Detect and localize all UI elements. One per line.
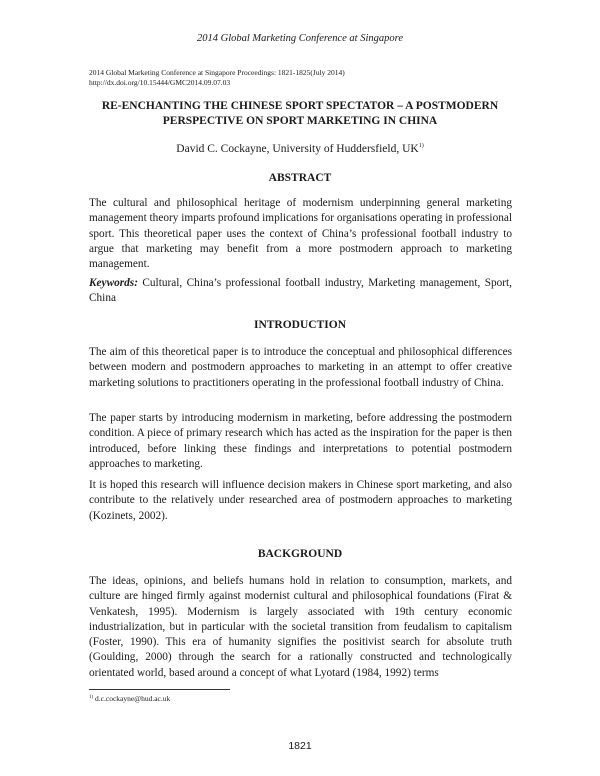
page-number: 1821 [288,740,312,752]
footnote-email[interactable]: d.c.cockayne@hud.ac.uk [95,694,171,703]
footnote-marker: 1) [418,143,424,149]
title-line: RE-ENCHANTING THE CHINESE SPORT SPECTATOR – A POSTMODERN [101,100,499,112]
abstract-text: The cultural and philosophical heritage of modernism underpinning general marketing management theory imparts profound implications for organisations operating in professional sport. This theoretical paper uses the context of China’s professional football industry to argue that marketing may benefit from a more postmodern approach to marketing management. [89,197,513,271]
doi-link[interactable]: http://dx.doi.org/10.15444/GMC2014.09.07.03 [89,78,231,87]
title-line: PERSPECTIVE ON SPORT MARKETING IN CHINA [162,115,438,127]
footnote [89,694,170,703]
background-paragraph: The ideas, opinions, and beliefs humans hold in relation to consumption, markets, and culture are hinged firmly against modernist cultural and philosophical foundations (Firat & Venkatesh, 1995). Modernism is largely associated with 19th century economic industrialization, but in particular with the societal transition from feudalism to capitalism (Foster, 1990). This era of humanity signifies the positivist search for absolute truth (Goulding, 2000) through the search for a rationally constructed and technologically orientated world, based around a concept of what Lyotard (1984, 1992) terms [89,575,512,679]
paper-title [80,99,520,129]
author-line [0,143,600,155]
keywords-label: Keywords: [89,277,138,289]
abstract-heading: ABSTRACT [268,172,332,184]
running-head: 2014 Global Marketing Conference at Singapore [197,33,403,44]
proceedings-citation: 2014 Global Marketing Conference at Singapore Proceedings: 1821-1825(July 2014) [89,68,345,77]
footnote-divider [89,689,230,690]
proceedings-info [89,68,345,88]
footnote-marker: 1) [89,695,94,700]
author-name: David C. Cockayne, University of Huddersfield, UK [176,143,419,155]
keywords-text: Cultural, China’s professional football industry, Marketing management, Sport, China [89,277,513,305]
introduction-paragraph: The aim of this theoretical paper is to introduce the conceptual and philosophical differences between modern and postmodern approaches to marketing in an attempt to offer creative marketing solutions to practitioners operating in the professional football industry of China. [89,346,512,389]
introduction-paragraph: The paper starts by introducing modernism in marketing, before addressing the postmodern condition. A piece of primary research which has acted as the inspiration for the paper is then introduced, before linking these findings and interpretations to potential postmodern approaches to marketing. [89,412,512,470]
background-heading: BACKGROUND [257,548,343,560]
keywords [89,276,512,307]
introduction-paragraph: It is hoped this research will influence decision makers in Chinese sport marketing, and also contribute to the relatively under researched area of postmodern approaches to marketing (Kozinets, 2002). [89,479,512,522]
introduction-heading: INTRODUCTION [253,319,346,331]
